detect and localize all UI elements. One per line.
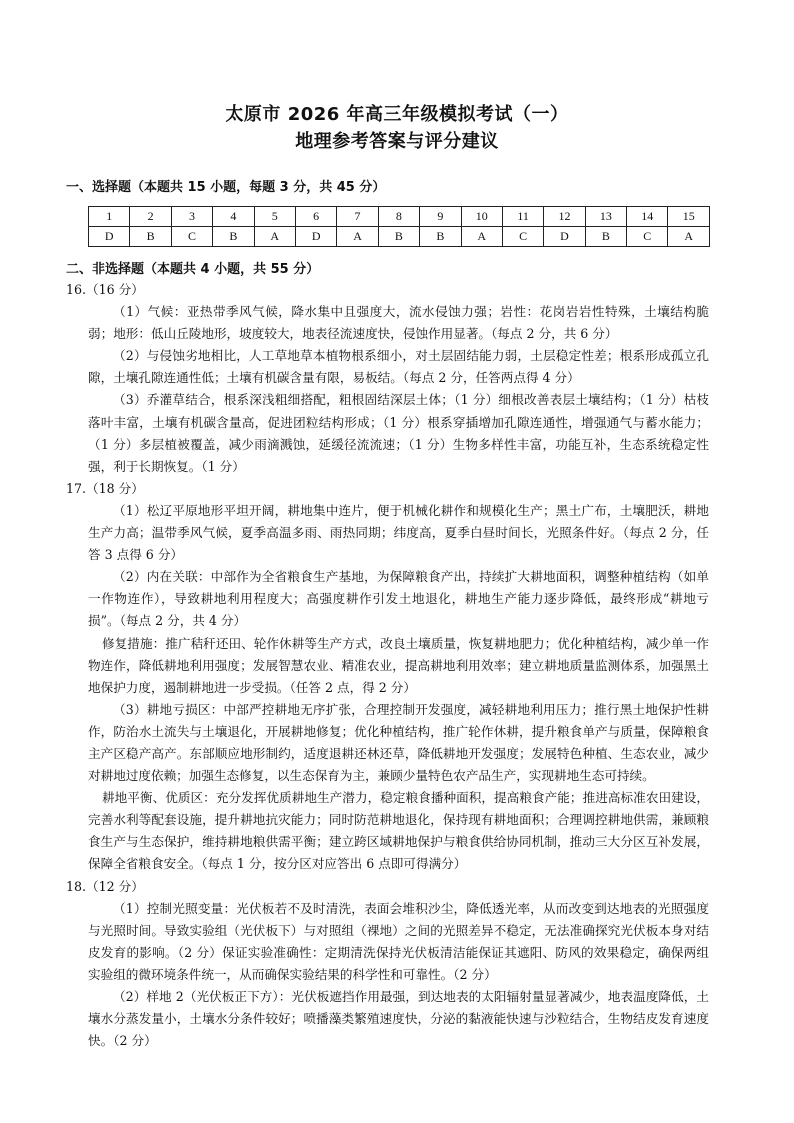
q16-part1-answer: （1）气候：亚热带季风气候，降水集中且强度大，流水侵蚀力强；岩性：花岗岩岩性特殊，土壤结构脆弱；地形：低山丘陵地形，坡度较大，地表径流速度快，侵蚀作用显著。（每点 2 分，共 6 分） (88, 304, 709, 342)
q17-part1-answer: （1）松辽平原地形平坦开阔，耕地集中连片，便于机械化耕作和规模化生产；黑土广布，土壤肥沃，耕地生产力高；温带季风气候，夏季高温多雨、雨热同期；纬度高，夏季白昼时间长，光照条件好。（每点 2 分，任答 3 点得 6 分） (88, 502, 709, 563)
table-cell: 13 (585, 207, 626, 227)
table-cell: A (668, 227, 710, 247)
section-2-heading: 二、非选择题（本题共 4 小题，共 55 分） (66, 262, 320, 277)
q18-part2-answer: （2）样地 2（光伏板正下方）：光伏板遮挡作用最强，到达地表的太阳辐射量显著减少，地表温度降低，土壤水分蒸发量小，土壤水分条件较好；喷播藻类繁殖速度快，分泌的黏液能快速与沙粒结合，生物结皮发育速度快。（2 分） (88, 989, 709, 1049)
question-18-heading: 18.（12 分） (66, 878, 144, 894)
table-cell: A (254, 227, 295, 247)
table-cell: 1 (89, 207, 130, 227)
q18-part1-answer: （1）控制光照变量：光伏板若不及时清洗，表面会堆积沙尘，降低透光率，从而改变到达地表的光照强度与光照时间。导致实验组（光伏板下）与对照组（裸地）之间的光照差异不稳定，无法准确探究光伏板本身对结皮发育的影响。（2 分）保证实验准确性：定期清洗保持光伏板清洁能保证其遮阳、防风的效果稳定，确保两组实验组的微环境条件统一，从而确保实验结果的科学性和可靠性。（2 分） (88, 900, 709, 982)
table-cell: D (544, 227, 585, 247)
answer-key-table (88, 206, 710, 247)
q17-part3-balanced-zone: 耕地平衡、优质区：充分发挥优质耕地生产潜力，稳定粮食播种面积，提高粮食产能；推进高标准农田建设，完善水利等配套设施，提升耕地抗灾能力；同时防范耕地退化，保持现有耕地面积；合理调控耕地供需，兼顾粮食生产与生态保护，维持耕地粮供需平衡；建立跨区域耕地保护与粮食供给协同机制，推动三大分区互补发展，保障全省粮食安全。（每点 1 分，按分区对应答出 6 点即可得满分） (88, 790, 709, 872)
q17-part3-answer: （3）耕地亏损区：中部严控耕地无序扩张，合理控制开发强度，减轻耕地利用压力；推行黑土地保护性耕作，防治水土流失与土壤退化，开展耕地修复；优化种植结构，推广轮作休耕，提升粮食单产与质量，保障粮食主产区稳产高产。东部顺应地形制约，适度退耕还林还草，降低耕地开发强度；发展特色种植、生态农业，减少对耕地过度依赖；加强生态修复，以生态保育为主，兼顾少量特色农产品生产，实现耕地生态可持续。 (88, 701, 709, 784)
question-17-heading: 17.（18 分） (66, 480, 144, 496)
table-cell: 9 (420, 207, 461, 227)
table-cell: 14 (627, 207, 668, 227)
q16-part2-answer: （2）与侵蚀劣地相比，人工草地草本植物根系细小，对土层固结能力弱，土层稳定性差；根系形成孤立孔隙，土壤孔隙连通性低；土壤有机碳含量有限，易板结。（每点 2 分，任答两点得 4 分） (88, 348, 709, 386)
q16-part3-answer: （3）乔灌草结合，根系深浅粗细搭配，粗根固结深层土体；（1 分）细根改善表层土壤结构；（1 分）枯枝落叶丰富，土壤有机碳含量高，促进团粒结构形成；（1 分）根系穿插增加孔隙连通性，增强通气与蓄水能力；（1 分）多层植被覆盖，减少雨滴溅蚀，延缓径流流速；（1 分）生物多样性丰富，功能互补，生态系统稳定性强，利于长期恢复。（1 分） (88, 392, 709, 474)
table-cell: 6 (295, 207, 336, 227)
table-cell: C (171, 227, 212, 247)
q17-part2-measures: 修复措施：推广秸秆还田、轮作休耕等生产方式，改良土壤质量，恢复耕地肥力；优化种植结构，减少单一作物连作，降低耕地利用强度；发展智慧农业、精准农业，提高耕地利用效率；建立耕地质量监测体系，加强黑土地保护力度，遏制耕地进一步受损。（任答 2 点，得 2 分） (88, 635, 709, 695)
section-1-heading: 一、选择题（本题共 15 小题，每题 3 分，共 45 分） (66, 180, 386, 195)
table-cell: A (337, 227, 378, 247)
document-subtitle: 地理参考答案与评分建议 (295, 131, 499, 152)
table-cell: C (627, 227, 668, 247)
table-cell: B (213, 227, 254, 247)
table-cell: 15 (668, 207, 710, 227)
question-number-row (89, 207, 710, 227)
table-cell: 11 (502, 207, 543, 227)
table-cell: D (89, 227, 130, 247)
document-title: 太原市 2026 年高三年级模拟考试（一） (225, 104, 569, 125)
q17-part2-answer: （2）内在关联：中部作为全省粮食生产基地，为保障粮食产出，持续扩大耕地面积，调整种植结构（如单一作物连作），导致耕地利用程度大；高强度耕作引发土地退化，耕地生产能力逐步降低，最终形成“耕地亏损”。（每点 2 分，共 4 分） (88, 569, 709, 629)
table-cell: 4 (213, 207, 254, 227)
table-cell: 3 (171, 207, 212, 227)
table-cell: 5 (254, 207, 295, 227)
table-cell: 7 (337, 207, 378, 227)
table-cell: B (130, 227, 171, 247)
table-cell: D (295, 227, 336, 247)
question-16-heading: 16.（16 分） (66, 282, 144, 297)
table-cell: 8 (378, 207, 419, 227)
answer-body (66, 279, 709, 1052)
table-cell: B (420, 227, 461, 247)
table-cell: B (378, 227, 419, 247)
table-cell: C (502, 227, 543, 247)
table-cell: A (461, 227, 502, 247)
table-cell: 10 (461, 207, 502, 227)
table-cell: 12 (544, 207, 585, 227)
answer-letter-row (89, 227, 710, 247)
table-cell: B (585, 227, 626, 247)
table-cell: 2 (130, 207, 171, 227)
